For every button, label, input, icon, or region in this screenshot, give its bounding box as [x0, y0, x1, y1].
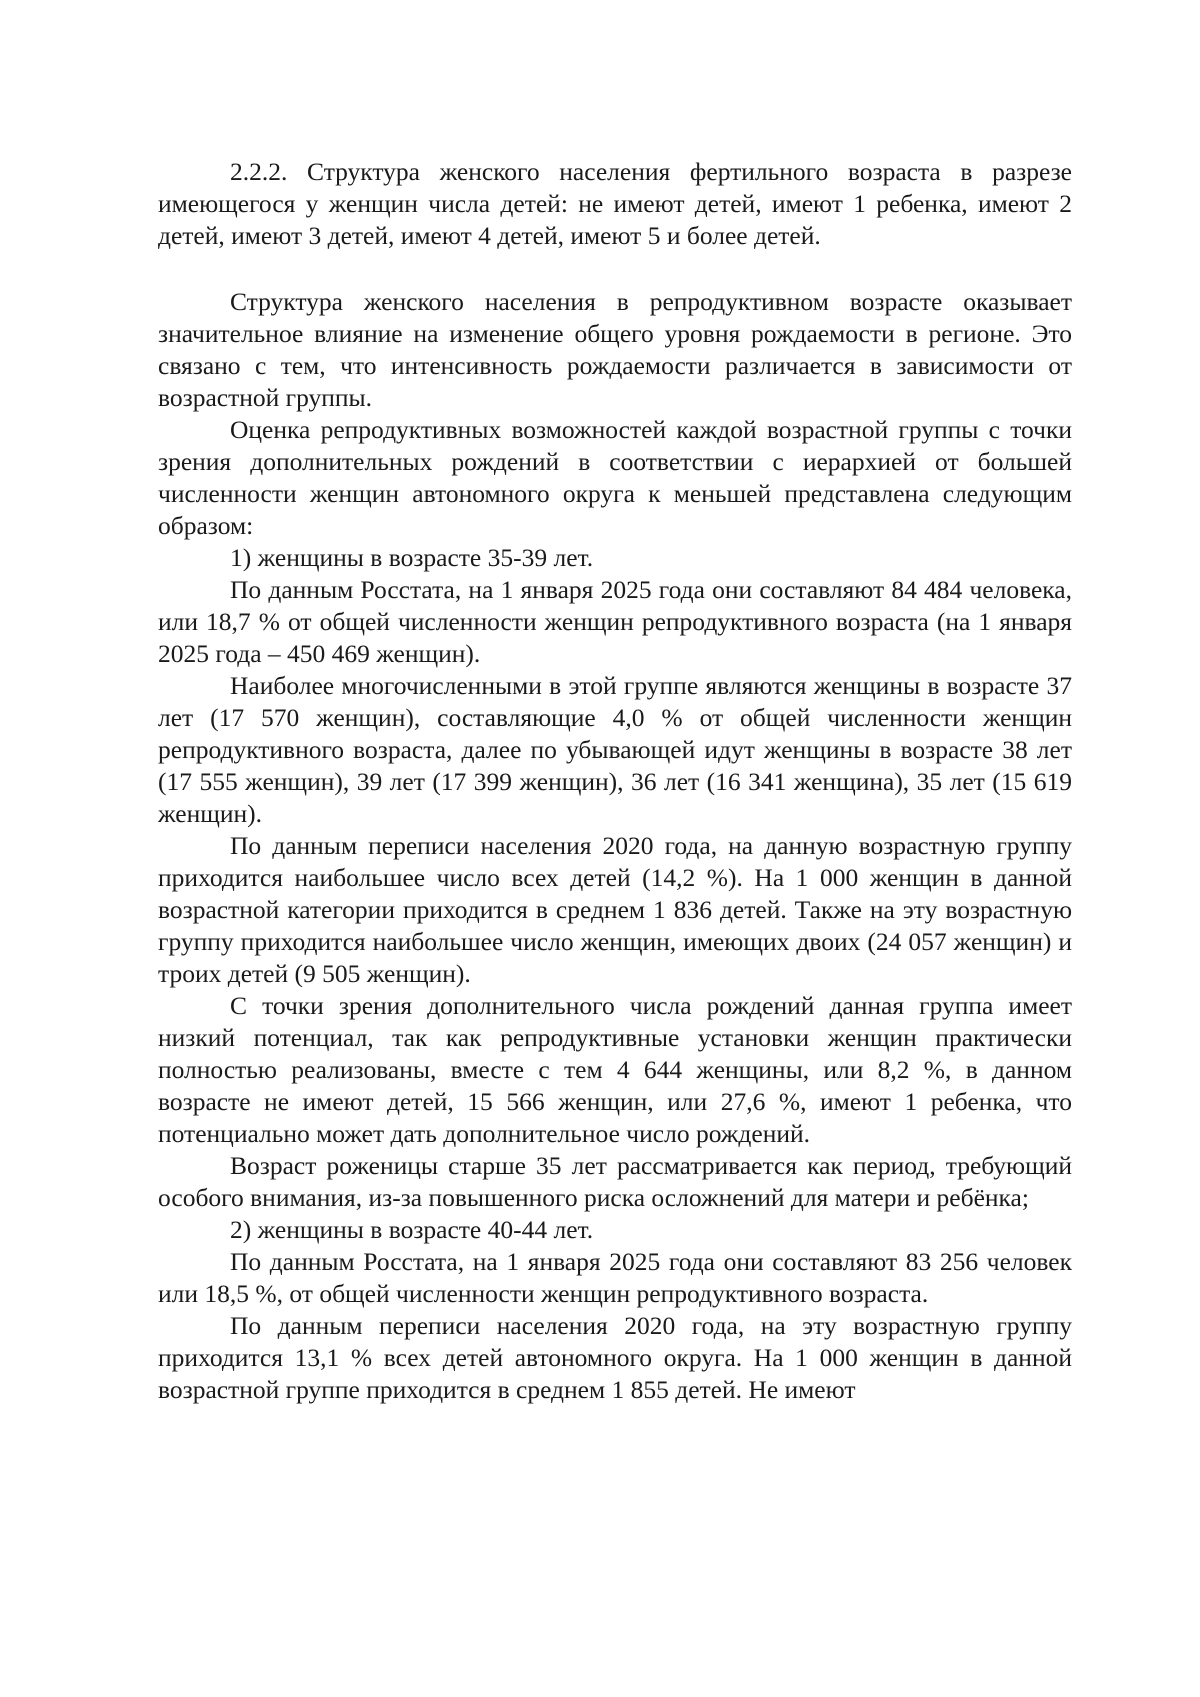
paragraph-structure-influence: Структура женского населения в репродуктивном возрасте оказывает значительное влияние на изменение общего уровня рождаемости в регионе. Это связано с тем, что интенсивность рождаемости различается в зависимости от возрастной группы. [158, 287, 1072, 412]
document-page [158, 156, 1072, 1406]
list-item-group-40-44: 2) женщины в возрасте 40-44 лет. [230, 1215, 594, 1244]
section-heading: 2.2.2. Структура женского населения фертильного возраста в разрезе имеющегося у женщин числа детей: не имеют детей, имеют 1 ребенка, имеют 2 детей, имеют 3 детей, имеют 4 детей, имеют 5 и более детей. [158, 157, 1072, 250]
paragraph-assessment-intro: Оценка репродуктивных возможностей каждой возрастной группы с точки зрения дополнительных рождений в соответствии с иерархией от большей численности женщин автономного округа к меньшей представлена следующим образом: [158, 415, 1072, 540]
list-item-group-35-39: 1) женщины в возрасте 35-39 лет. [230, 543, 594, 572]
paragraph-census-35-39: По данным переписи населения 2020 года, на данную возрастную группу приходится наибольшее число всех детей (14,2 %). На 1 000 женщин в данной возрастной категории приходится в среднем 1 836 детей. Также на эту возрастную группу приходится наибольшее число женщин, имеющих двоих (24 057 женщин) и троих детей (9 505 женщин). [158, 831, 1072, 988]
paragraph-age-risk: Возраст роженицы старше 35 лет рассматривается как период, требующий особого внимания, из-за повышенного риска осложнений для матери и ребёнка; [158, 1151, 1072, 1212]
paragraph-rosstat-40-44: По данным Росстата, на 1 января 2025 года они составляют 83 256 человек или 18,5 %, от общей численности женщин репродуктивного возраста. [158, 1247, 1072, 1308]
paragraph-most-numerous-35-39: Наиболее многочисленными в этой группе являются женщины в возрасте 37 лет (17 570 женщин), составляющие 4,0 % от общей численности женщин репродуктивного возраста, далее по убывающей идут женщины в возрасте 38 лет (17 555 женщин), 39 лет (17 399 женщин), 36 лет (16 341 женщина), 35 лет (15 619 женщин). [158, 671, 1072, 828]
paragraph-rosstat-35-39: По данным Росстата, на 1 января 2025 года они составляют 84 484 человека, или 18,7 % от общей численности женщин репродуктивного возраста (на 1 января 2025 года – 450 469 женщин). [158, 575, 1072, 668]
paragraph-potential-35-39: С точки зрения дополнительного числа рождений данная группа имеет низкий потенциал, так как репродуктивные установки женщин практически полностью реализованы, вместе с тем 4 644 женщины, или 8,2 %, в данном возрасте не имеют детей, 15 566 женщин, или 27,6 %, имеют 1 ребенка, что потенциально может дать дополнительное число рождений. [158, 991, 1072, 1148]
paragraph-census-40-44: По данным переписи населения 2020 года, на эту возрастную группу приходится 13,1 % всех детей автономного округа. На 1 000 женщин в данной возрастной группе приходится в среднем 1 855 детей. Не имеют [158, 1311, 1072, 1404]
